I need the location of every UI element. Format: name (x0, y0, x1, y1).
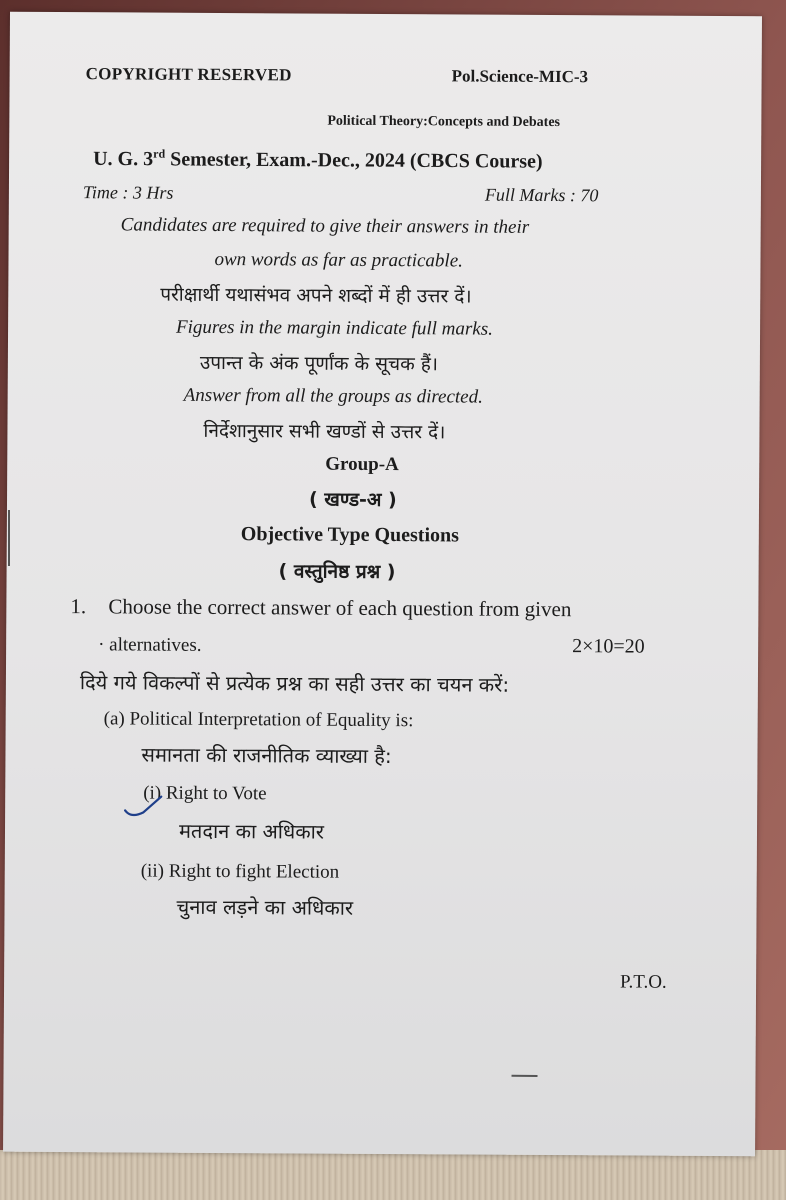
floor-mat (0, 1150, 786, 1200)
subject-title: Political Theory:Concepts and Debates (327, 113, 561, 131)
full-marks: Full Marks : 70 (484, 184, 599, 206)
instruction-line-1: Candidates are required to give their answers in their (120, 214, 530, 238)
section-title-hindi: ( वस्तुनिष्ठ प्रश्न ) (278, 560, 396, 584)
exam-paper (3, 12, 762, 1157)
copyright-notice: COPYRIGHT RESERVED (85, 64, 292, 85)
margin-pencil-mark (6, 508, 12, 568)
group-title-hindi: ( खण्ड-अ ) (308, 488, 397, 512)
instruction-line-3: Figures in the margin indicate full marks. (176, 316, 493, 340)
instruction-line-2: own words as far as practicable. (214, 248, 463, 272)
pen-tick-mark (121, 790, 201, 820)
instruction-line-3-hindi: उपान्त के अंक पूर्णांक के सूचक हैं। (199, 351, 439, 376)
time-allowed: Time : 3 Hrs (82, 182, 174, 203)
pto-note: P.T.O. (620, 971, 667, 993)
sub-question-a: (a) Political Interpretation of Equality is: (103, 708, 414, 732)
exam-title (93, 146, 543, 173)
instruction-line-2-hindi: परीक्षार्थी यथासंभव अपने शब्दों में ही उत्तर दें। (160, 283, 472, 308)
exam-title-suffix: Semester, Exam.-Dec., 2024 (CBCS Course) (165, 148, 543, 173)
option-1: (i) Right to Vote (143, 782, 267, 805)
sub-question-a-hindi: समानता की राजनीतिक व्याख्या है: (141, 742, 392, 769)
instruction-line-4-hindi: निर्देशानुसार सभी खण्डों से उत्तर दें। (203, 419, 446, 444)
question-text-hindi: दिये गये विकल्पों से प्रत्येक प्रश्न का सही उत्तर का चयन करें: (79, 670, 510, 697)
exam-title-sup: rd (153, 146, 166, 161)
pencil-dash (512, 1075, 538, 1077)
question-marks: 2×10=20 (572, 635, 645, 658)
paper-code: Pol.Science-MIC-3 (451, 66, 589, 87)
section-title: Objective Type Questions (240, 523, 460, 547)
group-title: Group-A (325, 453, 399, 476)
question-text-line-1: Choose the correct answer of each question from given (108, 594, 572, 622)
question-text-line-2: · alternatives. (98, 634, 202, 656)
option-2: (ii) Right to fight Election (140, 860, 340, 883)
exam-title-prefix: U. G. 3 (93, 147, 154, 171)
option-2-hindi: चुनाव लड़ने का अधिकार (176, 894, 354, 920)
option-1-hindi: मतदान का अधिकार (178, 818, 325, 844)
instruction-line-4: Answer from all the groups as directed. (183, 384, 483, 408)
question-number: 1. (70, 594, 87, 619)
